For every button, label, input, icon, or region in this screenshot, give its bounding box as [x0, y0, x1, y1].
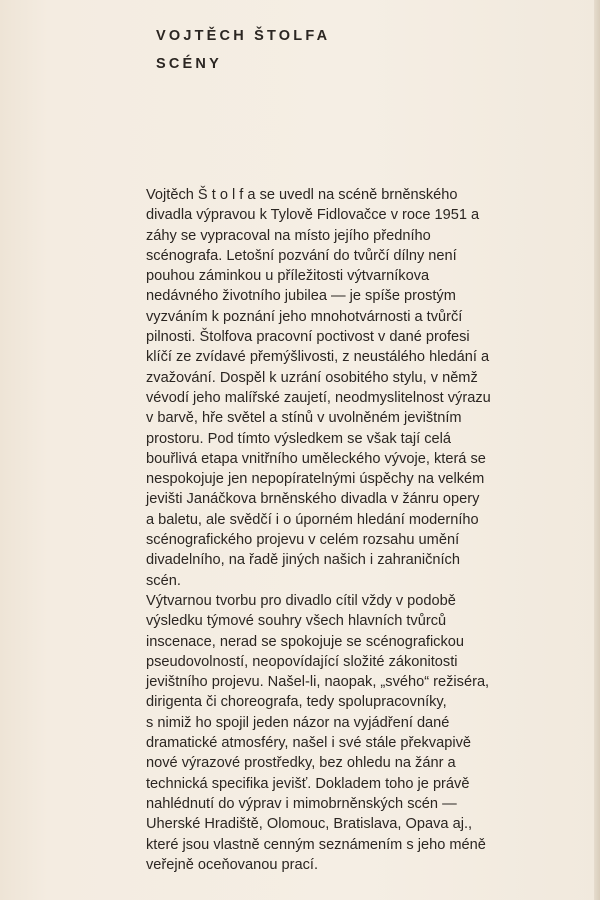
text-line: divadelního, na řadě jiných našich i zahraničních — [146, 552, 460, 569]
text-line: záhy se vypracoval na místo jejího předního — [146, 227, 431, 244]
text-line: vévodí jeho malířské zaujetí, neodmyslitelnost výrazu — [146, 389, 491, 406]
text-line: divadla výpravou k Tylově Fidlovačce v roce 1951 a — [146, 207, 480, 224]
text-line: Uherské Hradiště, Olomouc, Bratislava, Opava aj., — [146, 816, 473, 833]
text-line: nahlédnutí do výprav i mimobrněnských scén — — [146, 795, 457, 812]
text-line: Výtvarnou tvorbu pro divadlo cítil vždy v podobě — [146, 592, 456, 609]
text-line: scénografického projevu v celém rozsahu umění — [146, 532, 460, 549]
text-line: jevišti Janáčkova brněnského divadla v žánru opery — [146, 491, 480, 508]
text-line: inscenace, nerad se spokojuje se scénografickou — [146, 633, 465, 650]
text-line: Vojtěch Š t o l f a se uvedl na scéně brněnského — [146, 187, 458, 203]
text-line: jevištního projevu. Našel-li, naopak, „svého“ režiséra, — [146, 674, 490, 691]
text-line: v barvě, hře světel a stínů v uvolněném jevištním — [146, 410, 462, 427]
text-line: pouhou záminkou u příležitosti výtvarníkova — [146, 268, 430, 285]
section-title: SCÉNY — [156, 56, 222, 72]
text-line: scénografa. Letošní pozvání do tvůrčí dílny není — [146, 247, 457, 264]
text-line: dirigenta či choreografa, tedy spolupracovníky, — [146, 694, 447, 711]
text-line: zvažování. Dospěl k uzrání osobitého stylu, v němž — [146, 369, 478, 386]
body-text — [146, 185, 586, 875]
text-line: výsledku týmové souhry všech hlavních tvůrců — [146, 613, 447, 630]
text-line: scén. — [146, 572, 181, 589]
text-line: nové výrazové prostředky, bez ohledu na žánr a — [146, 755, 456, 772]
text-line: prostoru. Pod tímto výsledkem se však tají celá — [146, 430, 451, 447]
text-line: veřejně oceňovanou prací. — [146, 856, 318, 873]
text-line: pilnosti. Štolfova pracovní poctivost v dané profesi — [146, 329, 470, 346]
text-line: pseudovolností, neopovídající složité zákonitosti — [146, 653, 458, 670]
text-line: vyzváním k poznání jeho mnohotvárnosti a tvůrčí — [146, 308, 463, 325]
text-line: a baletu, ale svědčí i o úporném hledání moderního — [146, 511, 479, 528]
text-line: technická specifika jevišť. Dokladem toho je právě — [146, 775, 470, 792]
author-name: VOJTĚCH ŠTOLFA — [156, 28, 331, 44]
text-line: s nimiž ho spojil jeden názor na vyjádření dané — [146, 714, 450, 731]
text-line: které jsou vlastně cenným seznámením s jeho méně — [146, 836, 486, 853]
heading — [156, 22, 330, 78]
page-edge — [594, 0, 600, 900]
text-line: nespokojuje jen nepopíratelnými úspěchy na velkém — [146, 471, 485, 488]
text-line: klíčí ze zvídavé přemýšlivosti, z neustálého hledání a — [146, 349, 490, 366]
text-line: dramatické atmosféry, našel i své stále překvapivě — [146, 735, 471, 752]
text-line: nedávného životního jubilea — je spíše prostým — [146, 288, 456, 305]
text-line: bouřlivá etapa vnitřního uměleckého vývoje, která se — [146, 450, 486, 467]
